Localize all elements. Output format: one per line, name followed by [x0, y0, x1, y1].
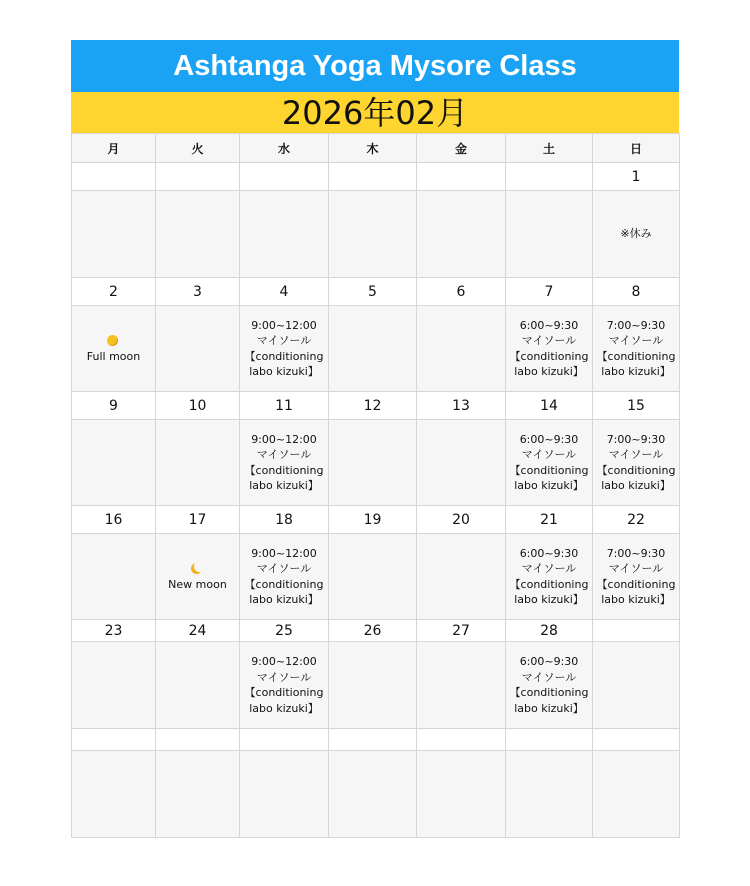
session-venue: labo kizuki】	[601, 365, 671, 378]
date-cell: 7	[506, 278, 593, 306]
date-cell: 22	[593, 506, 680, 534]
session-time: 7:00~9:30	[606, 432, 666, 446]
date-cell: 18	[240, 506, 329, 534]
event-cell	[593, 642, 680, 729]
event-cell	[417, 420, 506, 506]
event-row	[72, 420, 680, 506]
session-class: マイソール	[521, 670, 577, 684]
date-cell: 28	[506, 620, 593, 642]
date-cell: 15	[593, 392, 680, 420]
date-row	[72, 506, 680, 534]
date-cell: 11	[240, 392, 329, 420]
session-time: 9:00~12:00	[251, 318, 317, 332]
date-cell	[156, 729, 240, 751]
event-cell	[506, 642, 593, 729]
session-venue: labo kizuki】	[601, 593, 671, 606]
event-cell	[72, 751, 156, 838]
event-row	[72, 191, 680, 278]
event-cell	[417, 751, 506, 838]
session-venue: labo kizuki】	[514, 701, 584, 715]
event-cell	[593, 534, 680, 620]
session-venue: 【conditioning	[596, 577, 676, 591]
date-cell: 4	[240, 278, 329, 306]
date-cell	[329, 729, 417, 751]
date-cell	[417, 163, 506, 191]
date-cell: 25	[240, 620, 329, 642]
event-cell	[417, 642, 506, 729]
session-venue: 【conditioning	[509, 349, 589, 363]
date-cell	[72, 163, 156, 191]
weekday-sat: 土	[506, 134, 593, 163]
full-moon-icon	[107, 335, 118, 346]
date-row	[72, 163, 680, 191]
session-time: 6:00~9:30	[519, 546, 579, 560]
date-cell: 5	[329, 278, 417, 306]
date-row	[72, 729, 680, 751]
event-cell	[240, 751, 329, 838]
weekday-thu: 木	[329, 134, 417, 163]
date-cell: 27	[417, 620, 506, 642]
session-class: マイソール	[521, 448, 577, 461]
date-cell: 17	[156, 506, 240, 534]
session-class: マイソール	[256, 448, 312, 461]
event-row	[72, 534, 680, 620]
date-cell	[240, 729, 329, 751]
session-time: 6:00~9:30	[519, 318, 579, 332]
session-venue: labo kizuki】	[514, 593, 584, 606]
date-row	[72, 620, 680, 642]
session-venue: labo kizuki】	[514, 479, 584, 492]
event-cell	[329, 534, 417, 620]
event-cell	[72, 642, 156, 729]
event-cell	[72, 191, 156, 278]
session-time: 6:00~9:30	[519, 432, 579, 446]
event-cell	[593, 191, 680, 278]
event-cell	[506, 306, 593, 392]
weekday-tue: 火	[156, 134, 240, 163]
event-cell	[593, 420, 680, 506]
date-cell: 19	[329, 506, 417, 534]
session-venue: labo kizuki】	[249, 593, 319, 606]
session-venue: 【conditioning	[596, 463, 676, 477]
event-cell	[156, 420, 240, 506]
event-cell	[156, 191, 240, 278]
event-cell	[156, 642, 240, 729]
event-row	[72, 642, 680, 729]
event-cell	[240, 306, 329, 392]
event-cell	[329, 420, 417, 506]
weekday-wed: 水	[240, 134, 329, 163]
crescent-moon-icon	[191, 563, 202, 574]
date-cell: 8	[593, 278, 680, 306]
event-cell	[593, 751, 680, 838]
new-moon-label: New moon	[168, 577, 227, 591]
event-cell	[72, 534, 156, 620]
session-venue: 【conditioning	[244, 463, 324, 477]
event-cell	[506, 420, 593, 506]
event-cell	[240, 534, 329, 620]
date-cell: 9	[72, 392, 156, 420]
date-cell: 16	[72, 506, 156, 534]
date-cell	[329, 163, 417, 191]
date-row	[72, 278, 680, 306]
session-class: マイソール	[256, 562, 312, 575]
event-row	[72, 751, 680, 838]
calendar-grid	[71, 133, 680, 838]
event-cell	[240, 420, 329, 506]
session-time: 7:00~9:30	[606, 546, 666, 560]
date-cell	[593, 620, 680, 642]
session-time: 6:00~9:30	[519, 655, 579, 668]
weekday-fri: 金	[417, 134, 506, 163]
weekday-mon: 月	[72, 134, 156, 163]
event-cell	[417, 534, 506, 620]
session-time: 9:00~12:00	[251, 432, 317, 446]
event-cell	[72, 306, 156, 392]
session-class: マイソール	[521, 562, 577, 575]
event-cell	[593, 306, 680, 392]
date-cell	[506, 163, 593, 191]
event-cell	[240, 642, 329, 729]
session-class: マイソール	[256, 670, 312, 684]
calendar-title: Ashtanga Yoga Mysore Class	[71, 40, 679, 92]
session-class: マイソール	[608, 448, 664, 461]
date-cell: 2	[72, 278, 156, 306]
session-venue: 【conditioning	[509, 577, 589, 591]
date-cell: 6	[417, 278, 506, 306]
event-cell	[156, 534, 240, 620]
event-cell	[329, 642, 417, 729]
event-cell	[329, 751, 417, 838]
session-venue: labo kizuki】	[249, 701, 319, 715]
date-cell	[593, 729, 680, 751]
event-cell	[329, 191, 417, 278]
date-cell: 12	[329, 392, 417, 420]
date-cell	[417, 729, 506, 751]
date-cell: 23	[72, 620, 156, 642]
session-class: マイソール	[521, 334, 577, 347]
event-cell	[72, 420, 156, 506]
session-class: マイソール	[256, 334, 312, 347]
date-cell: 14	[506, 392, 593, 420]
month-label: 2026年02月	[71, 92, 679, 133]
full-moon-label: Full moon	[86, 349, 141, 363]
calendar	[71, 40, 679, 838]
session-time: 9:00~12:00	[251, 655, 317, 668]
date-cell: 21	[506, 506, 593, 534]
session-venue: 【conditioning	[509, 463, 589, 477]
date-cell: 3	[156, 278, 240, 306]
weekday-row	[72, 134, 680, 163]
session-venue: 【conditioning	[244, 349, 324, 363]
date-cell: 26	[329, 620, 417, 642]
date-cell	[72, 729, 156, 751]
session-class: マイソール	[608, 334, 664, 347]
session-time: 9:00~12:00	[251, 546, 317, 560]
event-cell	[156, 306, 240, 392]
session-venue: 【conditioning	[244, 577, 324, 591]
session-time: 7:00~9:30	[606, 318, 666, 332]
session-class: マイソール	[608, 562, 664, 575]
session-venue: 【conditioning	[596, 349, 676, 363]
event-cell	[156, 751, 240, 838]
date-cell: 20	[417, 506, 506, 534]
session-venue: labo kizuki】	[601, 479, 671, 492]
session-venue: 【conditioning	[509, 686, 589, 699]
event-cell	[506, 191, 593, 278]
session-venue: labo kizuki】	[514, 365, 584, 378]
holiday-note: ※休み	[620, 227, 652, 241]
date-cell: 10	[156, 392, 240, 420]
date-cell	[156, 163, 240, 191]
event-cell	[417, 191, 506, 278]
event-cell	[329, 306, 417, 392]
session-venue: 【conditioning	[244, 686, 324, 699]
event-cell	[417, 306, 506, 392]
event-cell	[506, 534, 593, 620]
date-row	[72, 392, 680, 420]
weekday-sun: 日	[593, 134, 680, 163]
date-cell	[506, 729, 593, 751]
date-cell	[240, 163, 329, 191]
event-cell	[506, 751, 593, 838]
date-cell: 24	[156, 620, 240, 642]
date-cell: 1	[593, 163, 680, 191]
event-row	[72, 306, 680, 392]
session-venue: labo kizuki】	[249, 365, 319, 378]
date-cell: 13	[417, 392, 506, 420]
event-cell	[240, 191, 329, 278]
session-venue: labo kizuki】	[249, 479, 319, 492]
